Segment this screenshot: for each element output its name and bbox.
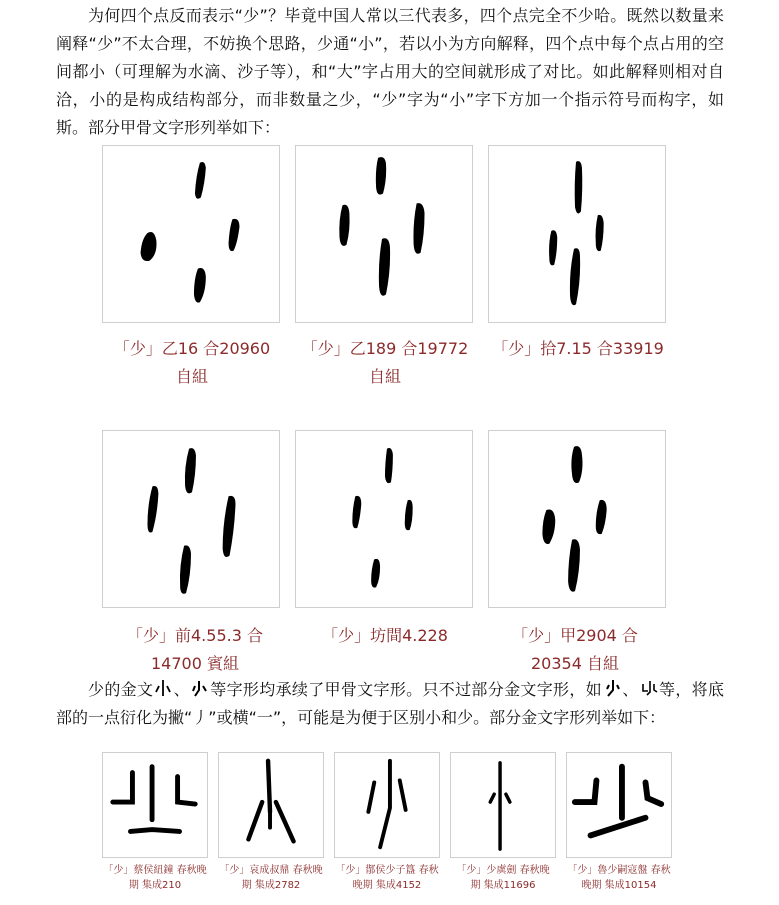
- oracle-caption-2-line1: 「少」乙189 合19772: [301, 339, 469, 358]
- oracle-caption-2: [285, 335, 485, 391]
- bronze-glyph-image-2: [218, 752, 324, 858]
- oracle-caption-3-line1: 「少」拾7.15 合33919: [492, 339, 664, 358]
- oracle-caption-2-line2: 自組: [368, 367, 401, 386]
- oracle-caption-4: [100, 622, 290, 678]
- bronze-paragraph-sep1: 、: [173, 680, 190, 699]
- shao-heng-variant-glyph-icon: [639, 678, 659, 698]
- shao-bronze-glyph-icon: [190, 678, 210, 698]
- oracle-caption-3: [478, 335, 678, 363]
- bronze-caption-5-line1: 「少」魯少嗣寇盤 春秋: [567, 865, 671, 876]
- oracle-caption-5-line1: 「少」坊間4.228: [322, 626, 448, 645]
- bronze-caption-1: [96, 863, 214, 893]
- oracle-glyph-image-3: [488, 145, 666, 323]
- shao-pie-variant-glyph-icon: [602, 678, 622, 698]
- bronze-caption-5: [560, 863, 678, 893]
- bronze-glyph-image-4: [450, 752, 556, 858]
- bronze-caption-1-line1: 「少」蔡侯紐鐘 春秋晚: [103, 865, 207, 876]
- bronze-caption-3-line2: 晚期 集成4152: [352, 880, 422, 891]
- oracle-caption-6: [480, 622, 670, 678]
- bronze-glyph-image-3: [334, 752, 440, 858]
- oracle-caption-4-line1: 「少」前4.55.3 合: [127, 626, 263, 645]
- bronze-caption-4: [444, 863, 562, 893]
- bronze-caption-2-line1: 「少」哀成叔鼎 春秋晚: [219, 865, 323, 876]
- oracle-caption-5: [285, 622, 485, 650]
- oracle-glyph-image-4: [102, 430, 280, 608]
- bronze-caption-5-line2: 晚期 集成10154: [581, 880, 657, 891]
- bronze-paragraph-text: [56, 676, 724, 732]
- oracle-caption-6-line1: 「少」甲2904 合: [512, 626, 638, 645]
- oracle-caption-1: [92, 335, 292, 391]
- oracle-caption-4-line2: 14700 賓組: [151, 654, 239, 673]
- bronze-caption-4-line1: 「少」少虡劍 春秋晚: [456, 865, 550, 876]
- bronze-glyph-image-5: [566, 752, 672, 858]
- oracle-glyph-image-6: [488, 430, 666, 608]
- xiao-like-bronze-glyph-icon: [153, 678, 173, 698]
- oracle-glyph-image-1: [102, 145, 280, 323]
- intro-paragraph-text: 为何四个点反而表示“少”？毕竟中国人常以三代表多，四个点完全不少哈。既然以数量来阐释“少”不太合理，不妨换个思路，少通“小”，若以小为方向解释，四个点中每个点占用的空间都小（可理解为水滴、沙子等），和“大”字占用大的空间就形成了对比。如此解释则相对自洽，小的是构成结构部分，而非数量之少，“少”字为“小”字下方加一个指示符号而构字，如斯。部分甲骨文字形列举如下：: [56, 6, 724, 137]
- bronze-caption-2: [212, 863, 330, 893]
- oracle-caption-1-line2: 自組: [175, 367, 208, 386]
- bronze-caption-3: [328, 863, 446, 893]
- bronze-paragraph: [56, 676, 724, 732]
- bronze-paragraph-part1: 少的金文: [88, 680, 154, 699]
- bronze-caption-2-line2: 期 集成2782: [241, 880, 301, 891]
- bronze-paragraph-sep2: 、: [622, 680, 639, 699]
- bronze-paragraph-part3: 等，将底部的一点衍化为撇“丿”或横“一”，可能是为便于区别小和少。部分金文字形列举如下：: [56, 680, 724, 727]
- oracle-caption-1-line1: 「少」乙16 合20960: [113, 339, 271, 358]
- intro-paragraph: [56, 2, 724, 142]
- oracle-caption-6-line2: 20354 自組: [531, 654, 619, 673]
- bronze-glyph-image-1: [102, 752, 208, 858]
- bronze-caption-3-line1: 「少」鄁侯少子簋 春秋: [335, 865, 439, 876]
- bronze-caption-1-line2: 期 集成210: [128, 880, 182, 891]
- bronze-caption-4-line2: 期 集成11696: [470, 880, 536, 891]
- oracle-glyph-image-2: [295, 145, 473, 323]
- oracle-glyph-image-5: [295, 430, 473, 608]
- bronze-paragraph-part2: 等字形均承续了甲骨文字形。只不过部分金文字形，如: [209, 680, 603, 699]
